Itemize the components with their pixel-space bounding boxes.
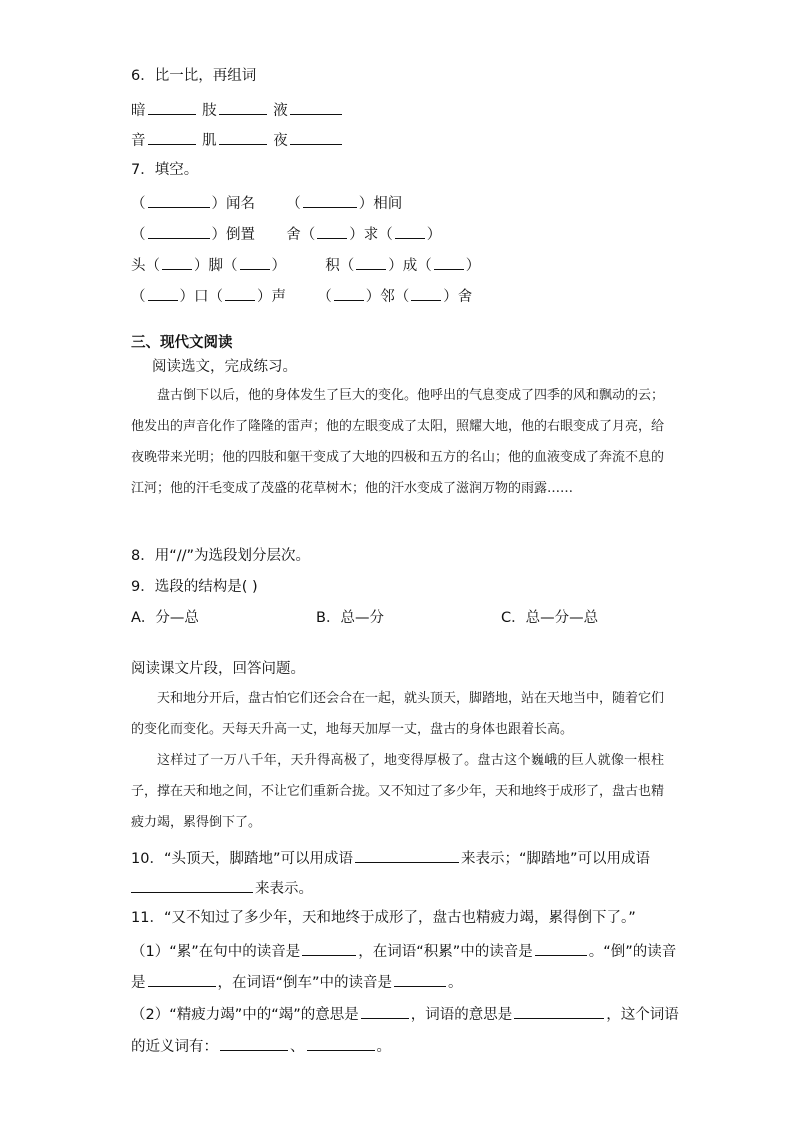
question-text: 10．“头顶天，脚踏地”可以用成语 bbox=[131, 851, 353, 867]
answer-blank[interactable] bbox=[395, 224, 425, 239]
answer-blank[interactable] bbox=[131, 878, 253, 893]
idiom-part: ）声 bbox=[257, 289, 286, 305]
idiom-part: ）倒置 bbox=[211, 227, 255, 243]
option-c[interactable]: C．总—分—总 bbox=[501, 610, 599, 626]
paren: （ bbox=[286, 196, 301, 212]
answer-blank[interactable] bbox=[219, 100, 267, 115]
question-10-line-1 bbox=[131, 848, 650, 868]
section-title: 三、现代文阅读 bbox=[131, 335, 233, 351]
answer-blank[interactable] bbox=[361, 1004, 409, 1019]
idiom-part: ）闻名 bbox=[211, 196, 255, 212]
answer-blank[interactable] bbox=[148, 100, 196, 115]
char-an: 暗 bbox=[131, 103, 146, 119]
question-11-sub-2-line-2 bbox=[131, 1036, 391, 1056]
answer-blank[interactable] bbox=[148, 193, 210, 208]
question-text: ，这个词语 bbox=[606, 1007, 679, 1023]
question-7-row-4 bbox=[131, 286, 472, 306]
question-9: 9．选段的结构是( ) bbox=[131, 579, 258, 595]
question-text: ，词语的意思是 bbox=[410, 1007, 513, 1023]
question-7-row-1 bbox=[131, 193, 402, 213]
answer-blank[interactable] bbox=[220, 1036, 288, 1051]
question-7-row-3 bbox=[131, 255, 480, 275]
question-6-title: 6．比一比，再组词 bbox=[131, 68, 257, 84]
paren: （ bbox=[131, 196, 146, 212]
idiom-part: ）求（ bbox=[349, 227, 393, 243]
passage-paragraph: 盘古倒下以后，他的身体发生了巨大的变化。他呼出的气息变成了四季的风和飘动的云；他发出的声音化作了隆隆的雷声；他的左眼变成了太阳，照耀大地，他的右眼变成了月亮，给夜晚带来光明；他的四肢和躯干变成了大地的四极和五方的名山；他的血液变成了奔流不息的江河；他的汗毛变成了茂盛的花草树木；他的汗水变成了滋润万物的雨露…… bbox=[131, 388, 665, 496]
answer-blank[interactable] bbox=[394, 972, 446, 987]
question-text: 来表示；“脚踏地”可以用成语 bbox=[460, 851, 651, 867]
option-a[interactable]: A．分—总 bbox=[131, 610, 199, 626]
answer-blank[interactable] bbox=[514, 1004, 604, 1019]
question-7-title: 7．填空。 bbox=[131, 162, 199, 178]
idiom-part: ）舍 bbox=[443, 289, 473, 305]
paren: （ bbox=[131, 289, 146, 305]
question-text: 。 bbox=[376, 1039, 391, 1055]
paren: ） bbox=[271, 258, 286, 274]
idiom-part: ）口（ bbox=[179, 289, 223, 305]
reading-passage-2 bbox=[131, 683, 664, 838]
answer-blank[interactable] bbox=[334, 286, 364, 301]
question-text: 。 bbox=[448, 975, 463, 991]
question-11-sub-1-line-1 bbox=[131, 941, 676, 961]
answer-blank[interactable] bbox=[355, 848, 459, 863]
char-ye2: 夜 bbox=[273, 133, 288, 149]
question-6-row-1 bbox=[131, 100, 344, 120]
answer-blank[interactable] bbox=[219, 130, 267, 145]
char-ye: 液 bbox=[273, 103, 288, 119]
char-zhi: 肢 bbox=[202, 103, 217, 119]
option-b[interactable]: B．总—分 bbox=[316, 610, 384, 626]
paren: ） bbox=[465, 258, 481, 274]
idiom-part: ）脚（ bbox=[194, 258, 238, 274]
question-text: （2）“精疲力竭”中的“竭”的意思是 bbox=[131, 1007, 359, 1023]
passage-paragraph: 天和地分开后，盘古怕它们还会合在一起，就头顶天，脚踏地，站在天地当中，随着它们的变化而变化。天每天升高一丈，地每天加厚一丈，盘古的身体也跟着长高。 bbox=[131, 691, 665, 737]
idiom-part: ）相间 bbox=[358, 196, 403, 212]
answer-blank[interactable] bbox=[535, 941, 587, 956]
char-ji: 肌 bbox=[202, 133, 217, 149]
question-11-sub-2-line-1 bbox=[131, 1004, 679, 1024]
question-text: 、 bbox=[290, 1039, 305, 1055]
idiom-part: 头（ bbox=[131, 258, 160, 274]
paren: （ bbox=[317, 289, 332, 305]
answer-blank[interactable] bbox=[148, 286, 178, 301]
passage-paragraph: 这样过了一万八千年，天升得高极了，地变得厚极了。盘古这个巍峨的巨人就像一根柱子，撑在天和地之间，不让它们重新合拢。又不知过了多少年，天和地终于成形了，盘古也精疲力竭，累得倒下了。 bbox=[131, 753, 665, 830]
question-10-line-2 bbox=[131, 878, 313, 898]
question-text: （1）“累”在句中的读音是 bbox=[131, 944, 301, 960]
question-8: 8．用“//”为选段划分层次。 bbox=[131, 548, 311, 564]
question-text: 来表示。 bbox=[255, 881, 313, 897]
reading-instruction-2: 阅读课文片段，回答问题。 bbox=[131, 661, 305, 677]
answer-blank[interactable] bbox=[356, 255, 386, 270]
question-11-sub-1-line-2 bbox=[131, 972, 463, 992]
answer-blank[interactable] bbox=[148, 972, 216, 987]
question-text: 的近义词有： bbox=[131, 1039, 218, 1055]
answer-blank[interactable] bbox=[148, 224, 210, 239]
answer-blank[interactable] bbox=[434, 255, 464, 270]
answer-blank[interactable] bbox=[240, 255, 270, 270]
paren: ） bbox=[426, 227, 442, 243]
question-7-row-2 bbox=[131, 224, 441, 244]
answer-blank[interactable] bbox=[302, 941, 356, 956]
answer-blank[interactable] bbox=[317, 224, 347, 239]
answer-blank[interactable] bbox=[290, 100, 342, 115]
answer-blank[interactable] bbox=[290, 130, 342, 145]
answer-blank[interactable] bbox=[411, 286, 441, 301]
answer-blank[interactable] bbox=[162, 255, 192, 270]
answer-blank[interactable] bbox=[303, 193, 357, 208]
idiom-part: 舍（ bbox=[286, 227, 316, 243]
idiom-part: ）邻（ bbox=[365, 289, 410, 305]
question-text: 是 bbox=[131, 975, 146, 991]
question-11-title: 11．“又不知过了多少年，天和地终于成形了，盘古也精疲力竭，累得倒下了。” bbox=[131, 910, 636, 926]
paren: （ bbox=[131, 227, 146, 243]
question-text: ，在词语“倒车”中的读音是 bbox=[217, 975, 393, 991]
answer-blank[interactable] bbox=[225, 286, 255, 301]
question-text: ，在词语“积累”中的读音是 bbox=[358, 944, 533, 960]
reading-passage-1 bbox=[131, 380, 664, 504]
reading-instruction: 阅读选文，完成练习。 bbox=[152, 359, 297, 375]
char-yin: 音 bbox=[131, 133, 146, 149]
question-text: 。“倒”的读音 bbox=[588, 944, 677, 960]
question-6-row-2 bbox=[131, 130, 344, 150]
answer-blank[interactable] bbox=[307, 1036, 375, 1051]
idiom-part: 积（ bbox=[325, 258, 355, 274]
idiom-part: ）成（ bbox=[388, 258, 432, 274]
answer-blank[interactable] bbox=[148, 130, 196, 145]
